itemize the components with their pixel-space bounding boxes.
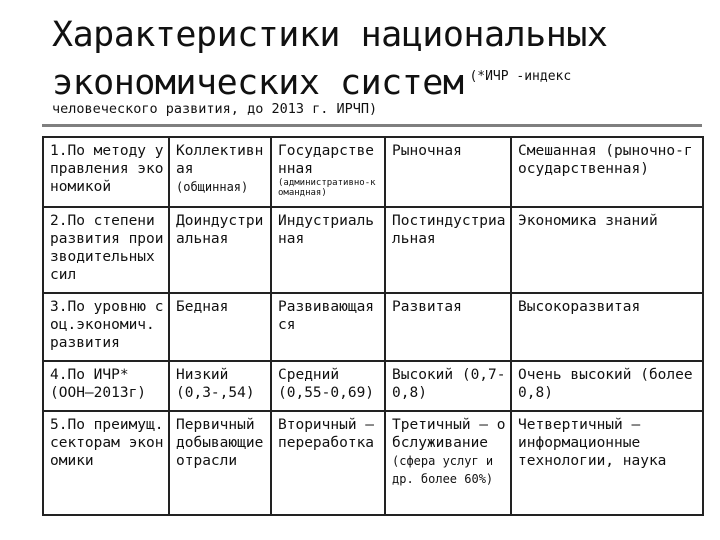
value-cell: Высокоразвитая bbox=[511, 293, 703, 361]
title-line-1: Характеристики национальных bbox=[52, 15, 608, 55]
value-cell: Низкий (0,3-,54) bbox=[169, 361, 271, 411]
value-cell bbox=[169, 137, 271, 207]
value-cell: Средний (0,55-0,69) bbox=[271, 361, 385, 411]
table-row bbox=[43, 137, 703, 207]
title-divider bbox=[42, 124, 702, 127]
value-sub: (общинная) bbox=[176, 180, 249, 194]
table-row bbox=[43, 361, 703, 411]
value-sub: (административно-командная) bbox=[278, 178, 376, 198]
criterion-cell: 2.По степени развития производительных сил bbox=[43, 207, 169, 293]
value-main: Государственная bbox=[278, 143, 375, 177]
value-cell bbox=[385, 411, 511, 515]
table-row bbox=[43, 411, 703, 515]
value-cell: Смешанная (рыночно-государственная) bbox=[511, 137, 703, 207]
value-cell: Первичный добывающие отрасли bbox=[169, 411, 271, 515]
value-cell: Экономика знаний bbox=[511, 207, 703, 293]
value-cell: Вторичный – переработка bbox=[271, 411, 385, 515]
value-cell: Постиндустриальная bbox=[385, 207, 511, 293]
value-cell: Развивающаяся bbox=[271, 293, 385, 361]
title-note: (*ИЧР -индекс bbox=[469, 69, 572, 84]
value-sub: (сфера услуг и др. более 60%) bbox=[392, 454, 494, 486]
criterion-cell bbox=[43, 361, 169, 411]
value-cell: Бедная bbox=[169, 293, 271, 361]
table-row bbox=[43, 207, 703, 293]
table-row bbox=[43, 293, 703, 361]
criterion-cell: 1.По методу управления экономикой bbox=[43, 137, 169, 207]
slide-title bbox=[52, 14, 712, 104]
value-cell: Высокий (0,7-0,8) bbox=[385, 361, 511, 411]
slide-subtitle: человеческого развития, до 2013 г. ИРЧП) bbox=[52, 101, 378, 117]
value-cell: Доиндустриальная bbox=[169, 207, 271, 293]
value-main: Третичный – обслуживание bbox=[392, 417, 506, 451]
value-cell bbox=[271, 137, 385, 207]
value-cell: Четвертичный — информационные технологии, наука bbox=[511, 411, 703, 515]
value-main: Коллективная bbox=[176, 143, 264, 177]
criterion-sub: (ООН–2013г) bbox=[50, 385, 147, 401]
criterion-cell: 5.По преимущ. секторам экономики bbox=[43, 411, 169, 515]
value-cell: Очень высокий (более 0,8) bbox=[511, 361, 703, 411]
title-line-2-text: экономических систем bbox=[52, 63, 464, 103]
criterion-main: 4.По ИЧР* bbox=[50, 367, 129, 383]
title-line-2 bbox=[52, 56, 712, 104]
value-cell: Рыночная bbox=[385, 137, 511, 207]
value-cell: Индустриальная bbox=[271, 207, 385, 293]
value-cell: Развитая bbox=[385, 293, 511, 361]
characteristics-table bbox=[42, 136, 704, 516]
criterion-cell: 3.По уровню соц.экономич. развития bbox=[43, 293, 169, 361]
